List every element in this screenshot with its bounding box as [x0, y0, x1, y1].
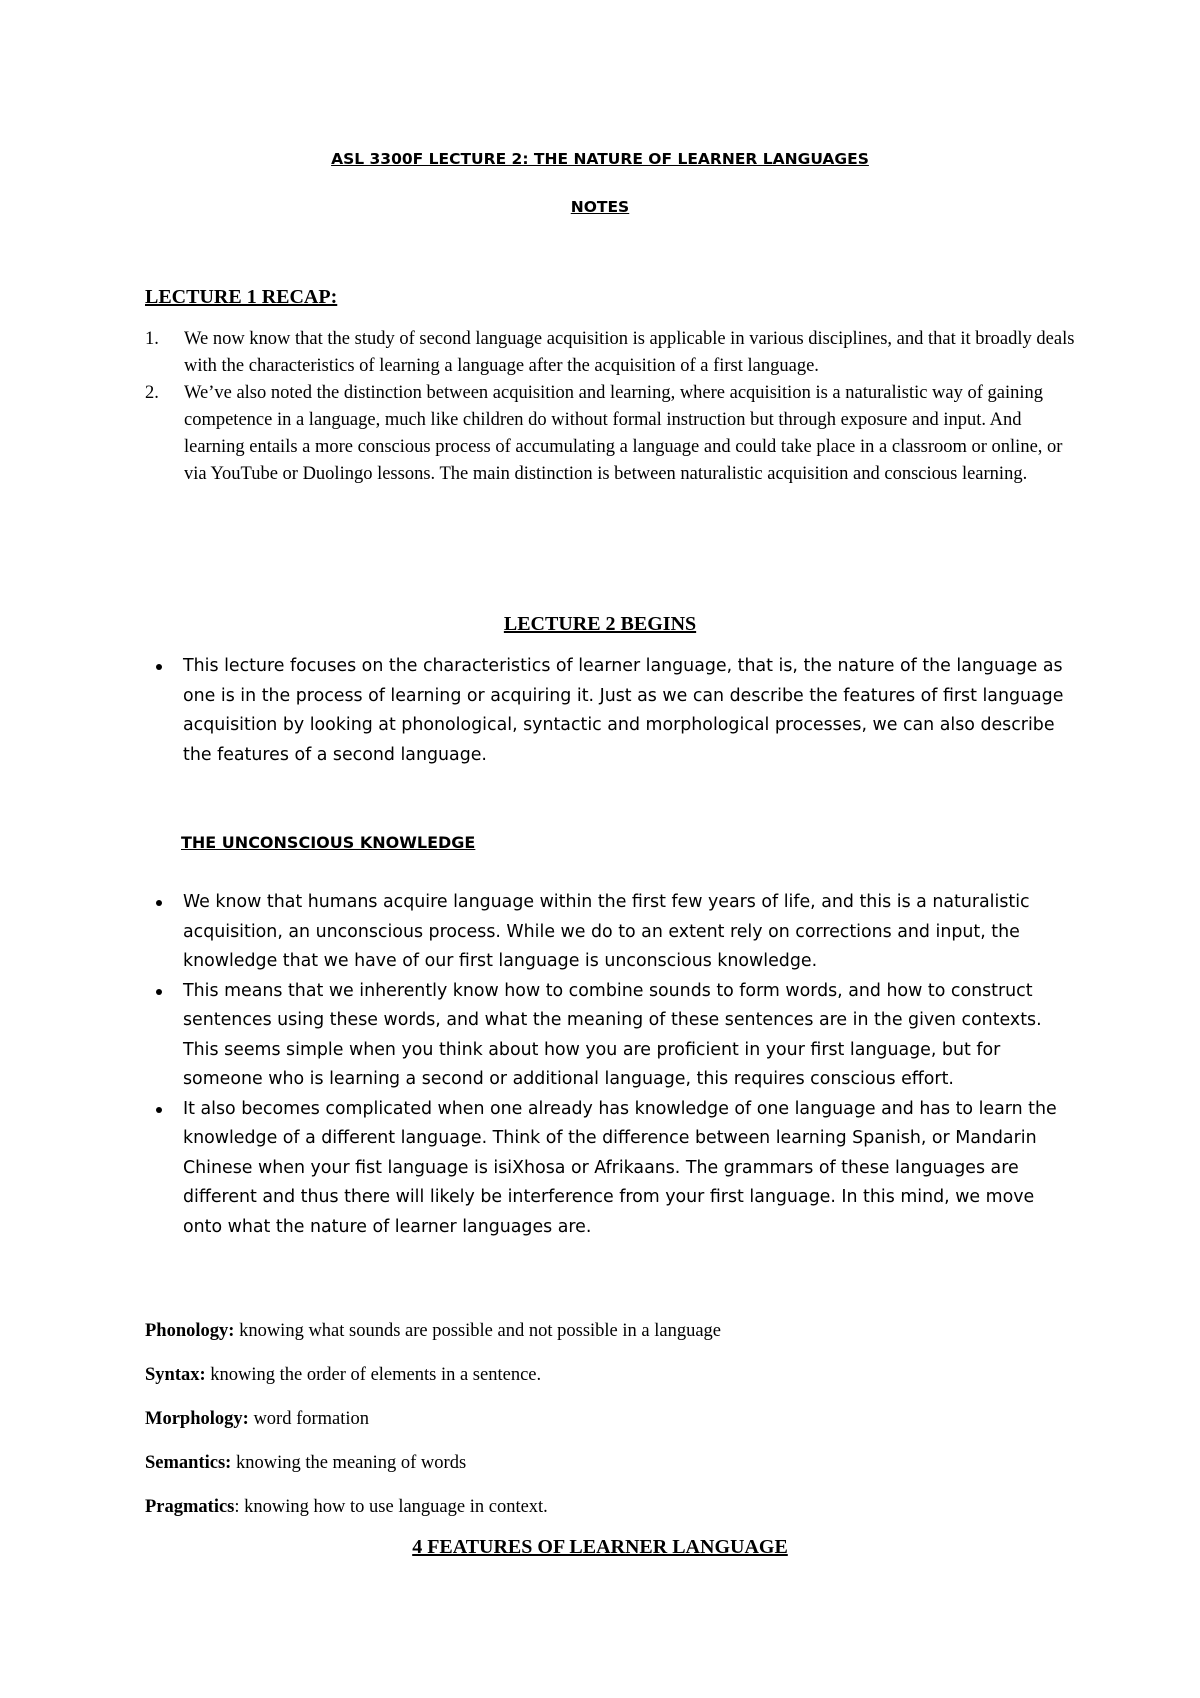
- list-item: [153, 977, 1078, 1095]
- recap-item: [145, 380, 1075, 488]
- recap-list: [145, 326, 1075, 488]
- list-item: [153, 888, 1078, 977]
- list-item: [153, 1095, 1078, 1243]
- list-item-text: It also becomes complicated when one already has knowledge of one language and has to learn the knowledge of a different language. Think of the difference between learning Spanish, or Mandarin Chinese when your fist language is isiXhosa or Afrikaans. The grammars of these languages are different and thus there will likely be interference from your first language. In this mind, we move onto what the nature of learner languages are.: [183, 1098, 1057, 1237]
- definition-pragmatics: [145, 1495, 548, 1519]
- bullet-icon: [156, 900, 162, 906]
- definition-text: : knowing how to use language in context.: [234, 1497, 548, 1517]
- bullet-icon: [156, 989, 162, 995]
- recap-item-text: We’ve also noted the distinction between acquisition and learning, where acquisition is a naturalistic way of gaining competence in a language, much like children do without formal instruction but through exposure and input. And learning entails a more conscious process of accumulating a language and could take place in a classroom or online, or via YouTube or Duolingo lessons. The main distinction is between naturalistic acquisition and conscious learning.: [184, 383, 1063, 484]
- definition-text: knowing the meaning of words: [231, 1453, 467, 1473]
- lecture2-bullets: [153, 652, 1078, 770]
- definition-morphology: [145, 1407, 369, 1431]
- list-item-text: This lecture focuses on the characteristics of learner language, that is, the nature of the language as one is in the process of learning or acquiring it. Just as we can describe the features of first language acquisition by looking at phonological, syntactic and morphological processes, we can also describe the features of a second language.: [183, 656, 1064, 765]
- recap-item: [145, 326, 1075, 380]
- list-item: [153, 652, 1078, 770]
- definition-text: word formation: [248, 1409, 370, 1429]
- document-title: ASL 3300F LECTURE 2: THE NATURE OF LEARNER LANGUAGES: [331, 150, 869, 168]
- definition-term: Semantics:: [145, 1453, 232, 1473]
- recap-heading: LECTURE 1 RECAP:: [145, 286, 338, 308]
- unconscious-heading: THE UNCONSCIOUS KNOWLEDGE: [181, 833, 476, 852]
- definition-phonology: [145, 1319, 721, 1343]
- definition-term: Morphology:: [145, 1409, 249, 1429]
- list-item-text: We know that humans acquire language within the first few years of life, and this is a naturalistic acquisition, an unconscious process. While we do to an extent rely on corrections and input, the knowledge that we have of our first language is unconscious knowledge.: [183, 892, 1030, 971]
- definition-text: knowing what sounds are possible and not possible in a language: [234, 1321, 722, 1341]
- definition-term: Syntax:: [145, 1365, 206, 1385]
- recap-item-number: 2.: [145, 383, 159, 403]
- recap-item-number: 1.: [145, 329, 159, 349]
- bullet-icon: [156, 664, 162, 670]
- definition-term: Phonology:: [145, 1321, 235, 1341]
- document-subtitle: NOTES: [570, 198, 630, 216]
- definition-term: Pragmatics: [145, 1497, 235, 1517]
- features-heading: 4 FEATURES OF LEARNER LANGUAGE: [412, 1536, 788, 1558]
- lecture2-heading: LECTURE 2 BEGINS: [503, 613, 697, 635]
- recap-item-text: We now know that the study of second language acquisition is applicable in various disciplines, and that it broadly deals with the characteristics of learning a language after the acquisition of a first language.: [184, 329, 1075, 376]
- definition-syntax: [145, 1363, 541, 1387]
- bullet-icon: [156, 1107, 162, 1113]
- definition-semantics: [145, 1451, 466, 1475]
- list-item-text: This means that we inherently know how to combine sounds to form words, and how to construct sentences using these words, and what the meaning of these sentences are in the given contexts. This seems simple when you think about how you are proficient in your first language, but for someone who is learning a second or additional language, this requires conscious effort.: [183, 980, 1042, 1089]
- definition-text: knowing the order of elements in a sentence.: [205, 1365, 542, 1385]
- unconscious-bullets: [153, 888, 1078, 1242]
